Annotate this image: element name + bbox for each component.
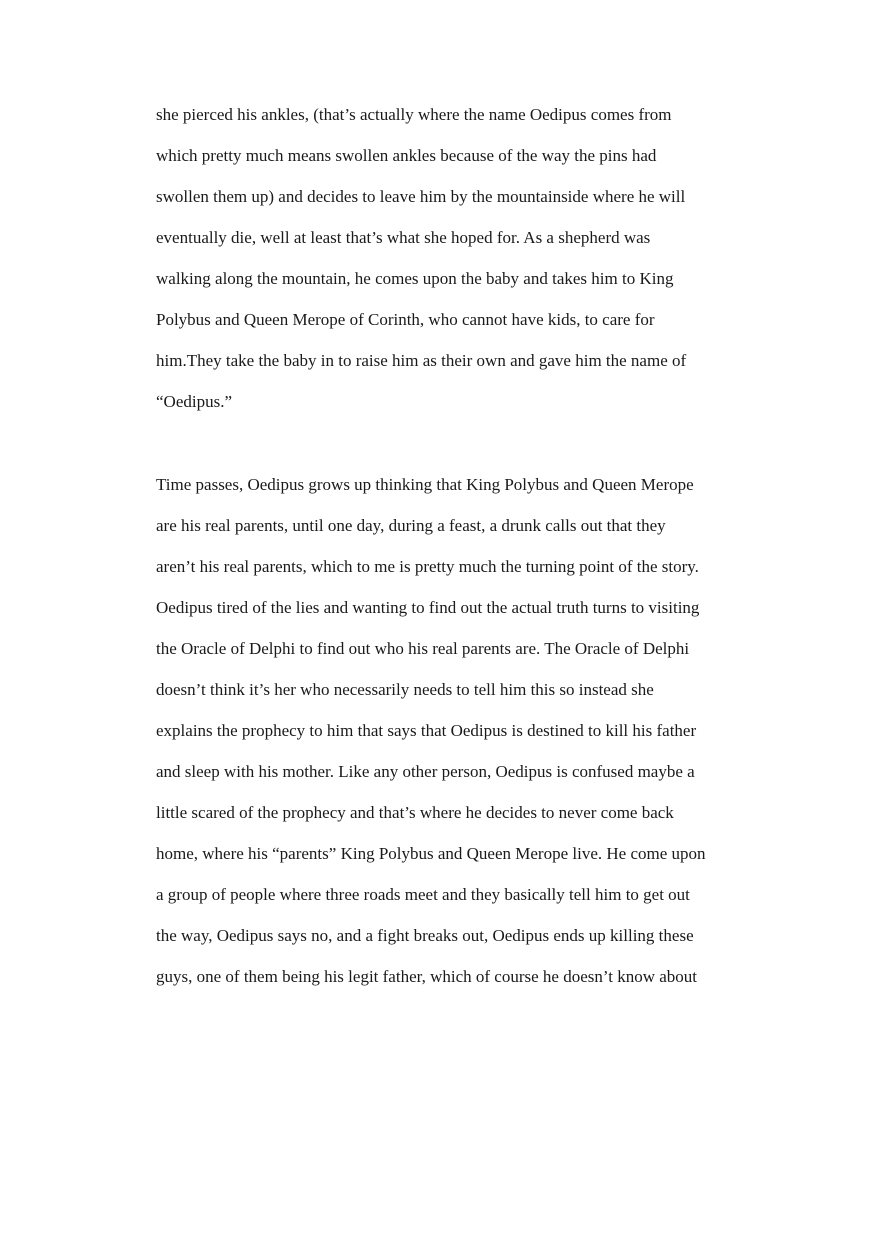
text-line: home, where his “parents” King Polybus and Queen Merope live. He come upon [156, 844, 706, 863]
text-line: “Oedipus.” [156, 392, 233, 411]
text-line: guys, one of them being his legit father, which of course he doesn’t know about [156, 967, 697, 986]
text-line: the way, Oedipus says no, and a fight breaks out, Oedipus ends up killing these [156, 926, 694, 945]
paragraph-1 [156, 105, 736, 433]
text-line: walking along the mountain, he comes upon the baby and takes him to King [156, 269, 674, 288]
text-line: and sleep with his mother. Like any other person, Oedipus is confused maybe a [156, 762, 695, 781]
text-line: are his real parents, until one day, during a feast, a drunk calls out that they [156, 516, 666, 535]
text-line: which pretty much means swollen ankles because of the way the pins had [156, 146, 657, 165]
text-line: she pierced his ankles, (that’s actually where the name Oedipus comes from [156, 105, 672, 124]
text-line: the Oracle of Delphi to find out who his real parents are. The Oracle of Delphi [156, 639, 690, 658]
text-line: little scared of the prophecy and that’s where he decides to never come back [156, 803, 674, 822]
text-line: Time passes, Oedipus grows up thinking that King Polybus and Queen Merope [156, 475, 694, 494]
text-line: Oedipus tired of the lies and wanting to find out the actual truth turns to visiting [156, 598, 700, 617]
text-line: him.They take the baby in to raise him as their own and gave him the name of [156, 351, 687, 370]
text-line: swollen them up) and decides to leave him by the mountainside where he will [156, 187, 686, 206]
text-line: a group of people where three roads meet and they basically tell him to get out [156, 885, 690, 904]
text-line: aren’t his real parents, which to me is pretty much the turning point of the story. [156, 557, 699, 576]
paragraph-2 [156, 475, 736, 1008]
text-line: eventually die, well at least that’s what she hoped for. As a shepherd was [156, 228, 651, 247]
text-line: doesn’t think it’s her who necessarily needs to tell him this so instead she [156, 680, 654, 699]
text-line: explains the prophecy to him that says that Oedipus is destined to kill his father [156, 721, 697, 740]
text-line: Polybus and Queen Merope of Corinth, who cannot have kids, to care for [156, 310, 655, 329]
